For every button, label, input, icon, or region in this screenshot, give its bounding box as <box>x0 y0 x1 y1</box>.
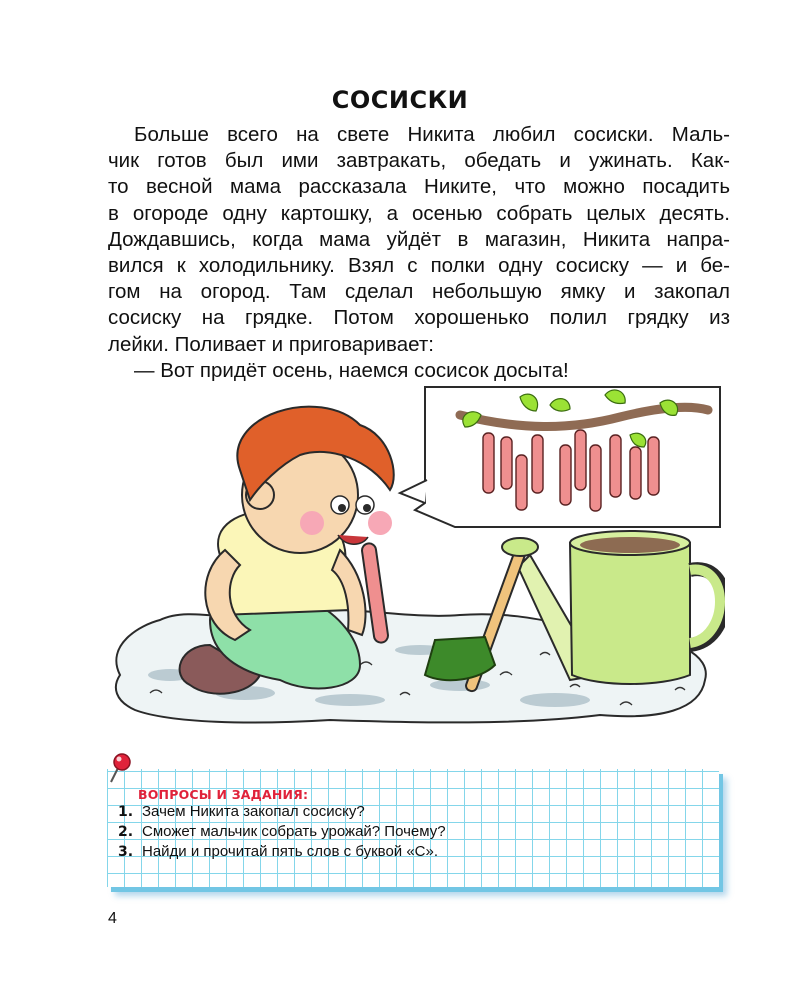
thought-bubble <box>400 387 720 527</box>
pushpin-icon <box>105 752 133 786</box>
story-line: сосиску на грядке. Потом хорошенько полил грядку из <box>108 306 730 330</box>
page-title: СОСИСКИ <box>331 86 469 114</box>
story-line: лейки. Поливает и приговаривает: <box>108 332 434 356</box>
story-line: гом на огород. Там сделал небольшую ямку и закопал <box>108 280 730 304</box>
story-text <box>108 122 730 384</box>
story-line: чик готов был ими завтракать, обедать и ужинать. Как- <box>108 149 730 173</box>
story-line: вился к холодильнику. Взял с полки одну сосиску — и бе- <box>108 254 730 278</box>
story-line: Больше всего на свете Никита любил сосиски. Маль- <box>134 123 730 146</box>
task-number: 3. <box>118 844 134 860</box>
task-item <box>118 803 365 820</box>
illustration <box>100 375 725 735</box>
task-text: Сможет мальчик собрать урожай? Почему? <box>142 823 446 840</box>
task-text: Зачем Никита закопал сосиску? <box>142 803 365 820</box>
task-text: Найди и прочитай пять слов с буквой «С». <box>142 843 439 860</box>
task-number: 1. <box>118 804 134 820</box>
page-number: 4 <box>108 910 117 927</box>
task-item <box>118 843 438 860</box>
story-line: то весной мама рассказала Никите, что можно посадить <box>108 175 730 199</box>
task-item <box>118 823 446 840</box>
story-line: Дождавшись, когда мама уйдёт в магазин, Никита напра- <box>108 227 730 251</box>
task-number: 2. <box>118 824 134 840</box>
story-line: в огороде одну картошку, а осенью собрать целых десять. <box>108 201 730 225</box>
tasks-title: ВОПРОСЫ И ЗАДАНИЯ: <box>138 787 309 802</box>
story-line: — Вот придёт осень, наемся сосисок досыта! <box>134 358 569 382</box>
